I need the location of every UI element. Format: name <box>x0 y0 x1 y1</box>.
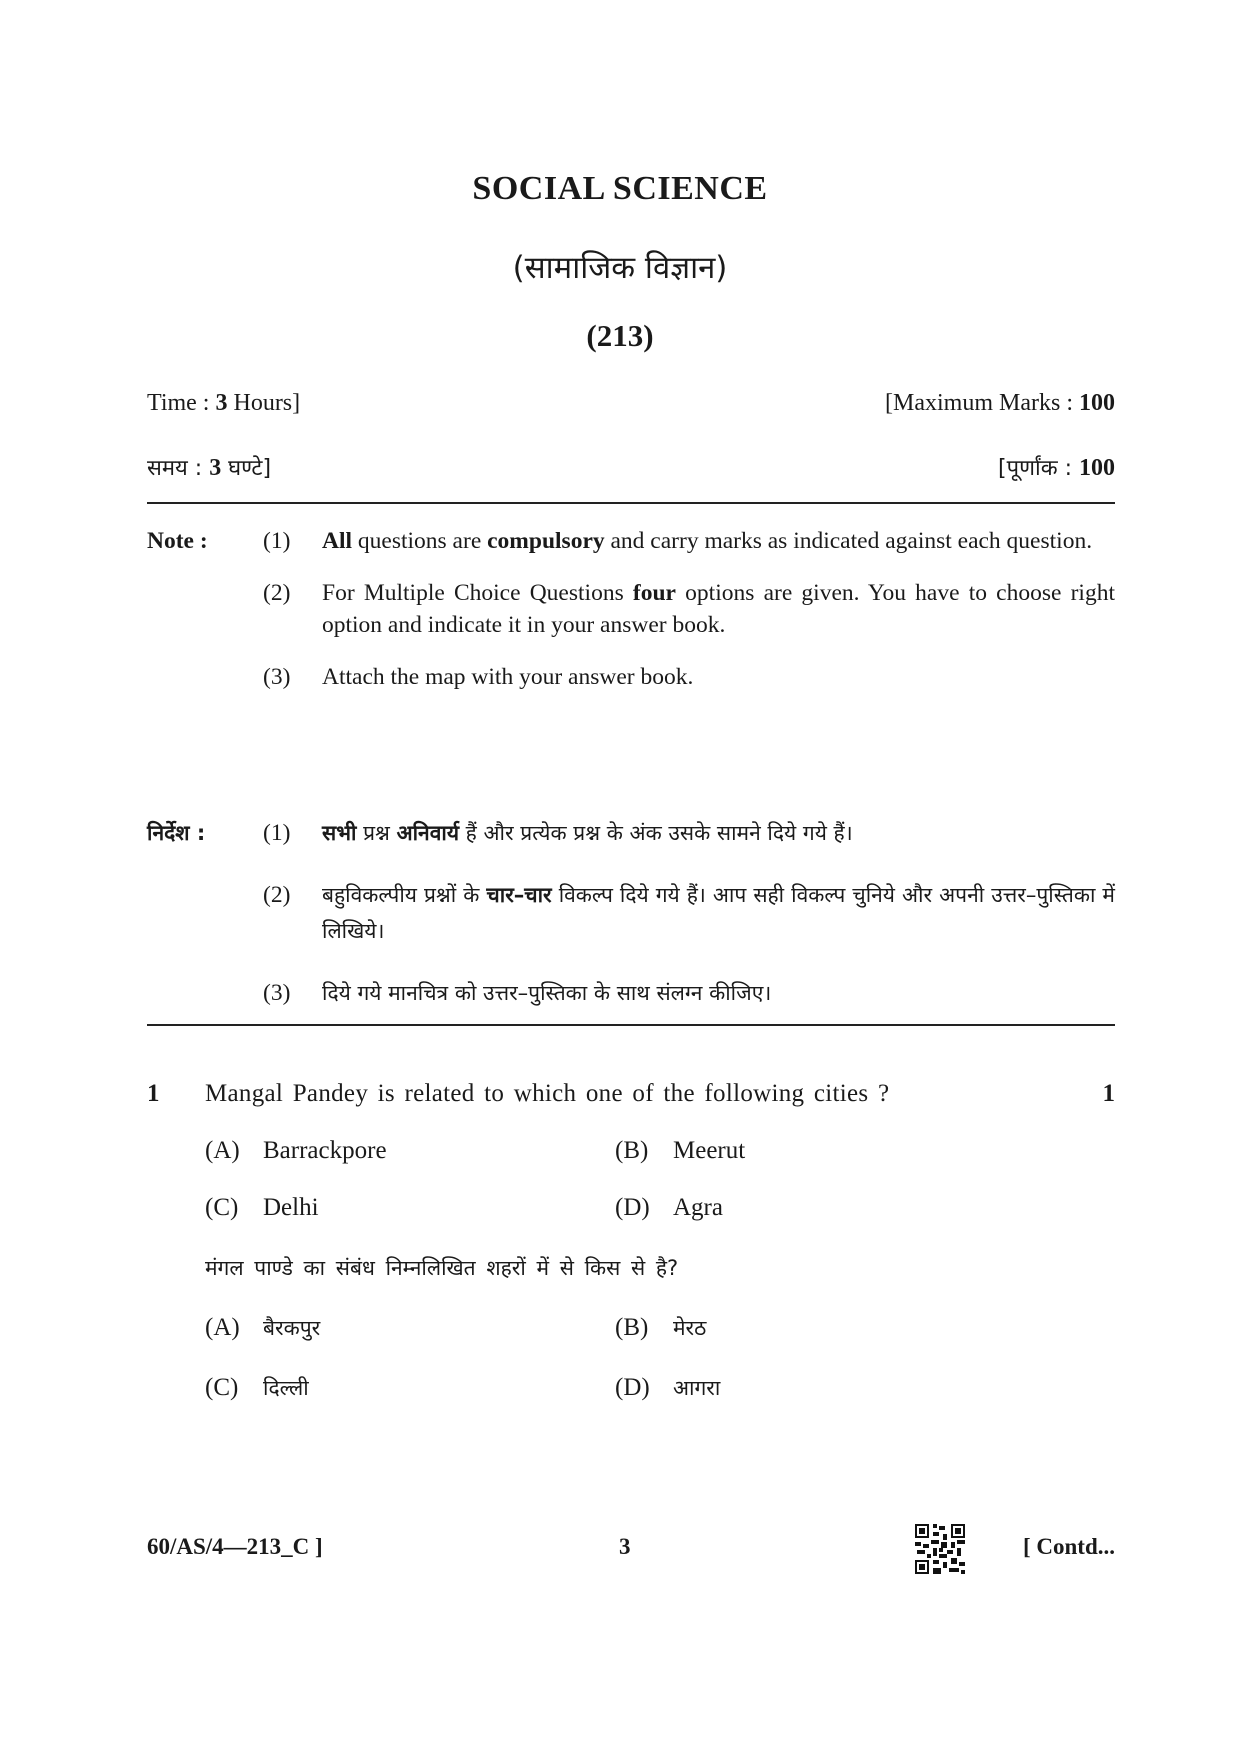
subject-code: (213) <box>586 318 654 353</box>
note-hi-item-3: (3) दिये गये मानचित्र को उत्तर–पुस्तिका के साथ संलग्न कीजिए। <box>263 980 772 1006</box>
note-label-en: Note : <box>147 528 208 554</box>
max-marks-en: [Maximum Marks : 100 <box>885 390 1115 416</box>
qr-code-icon <box>915 1524 965 1574</box>
note-label-hi: निर्देश : <box>147 821 206 845</box>
time-marks-english <box>147 390 1115 417</box>
note-en-item-1: Note : (1) All questions are compulsory and carry marks as indicated against each question. <box>147 525 1115 557</box>
note-english <box>147 525 1115 713</box>
question-number: 1 <box>147 1080 160 1107</box>
time-info-en: Time : 3 Hours] <box>147 390 301 416</box>
option-en-b: (B) Meerut <box>615 1137 746 1164</box>
question-marks: 1 <box>1102 1080 1115 1107</box>
question-1 <box>147 1080 1115 1116</box>
question-text-en: Mangal Pandey is related to which one of the following cities ? <box>205 1080 890 1107</box>
option-hi-a: (A) बैरकपुर <box>205 1314 321 1341</box>
page-subtitle-hindi: (सामाजिक विज्ञान) <box>512 250 728 286</box>
note-hi-item-2: (2) बहुविकल्पीय प्रश्नों के चार–चार विकल्प दिये गये हैं। आप सही विकल्प चुनिये और अपनी उत्तर–पुस्तिका में लिखिये। <box>263 882 1115 943</box>
option-en-c: (C) Delhi <box>205 1194 319 1221</box>
option-hi-d: (D) आगरा <box>615 1374 721 1401</box>
option-hi-b: (B) मेरठ <box>615 1314 707 1341</box>
note-en-item-2: (2) For Multiple Choice Questions four options are given. You have to choose right option and indicate it in your answer book. <box>263 580 1115 638</box>
page-number: 3 <box>619 1534 631 1559</box>
divider-top <box>147 502 1115 504</box>
time-info-hi: समय : 3 घण्टे] <box>147 455 272 481</box>
note-en-item-3: (3) Attach the map with your answer book. <box>263 664 694 690</box>
page-title: SOCIAL SCIENCE <box>472 170 768 207</box>
option-en-d: (D) Agra <box>615 1194 723 1221</box>
option-en-a: (A) Barrackpore <box>205 1137 387 1164</box>
paper-code: 60/AS/4—213_C ] <box>147 1534 323 1559</box>
max-marks-hi: [पूर्णांक : 100 <box>998 455 1115 481</box>
note-hindi <box>147 815 1115 1037</box>
question-text-hi: मंगल पाण्डे का संबंध निम्नलिखित शहरों में से किस से है? <box>205 1256 679 1280</box>
note-hi-item-1: निर्देश : (1) सभी प्रश्न अनिवार्य हैं और प्रत्येक प्रश्न के अंक उसके सामने दिये गये हैं। <box>147 815 1115 851</box>
option-hi-c: (C) दिल्ली <box>205 1374 309 1401</box>
time-marks-hindi <box>147 452 1115 482</box>
divider-bottom <box>147 1024 1115 1026</box>
continued-label: [ Contd... <box>1022 1534 1115 1559</box>
page-footer <box>147 1524 1115 1574</box>
